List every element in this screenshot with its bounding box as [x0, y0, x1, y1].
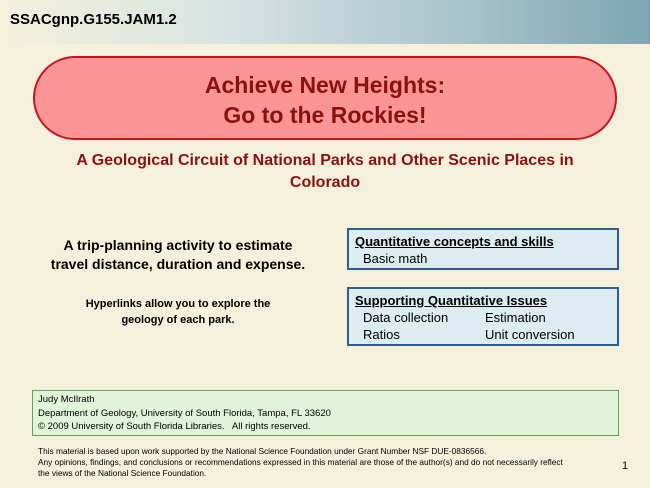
issue-ratios: Ratios	[363, 327, 400, 342]
footnote-line-2: Any opinions, findings, and conclusions or recommendations expressed in this material are those of the author(s) and do not necessarily reflect	[38, 457, 563, 467]
subtitle-line-1: A Geological Circuit of National Parks and Other Scenic Places in	[76, 152, 574, 169]
issue-unit-conversion: Unit conversion	[485, 327, 575, 342]
hyperlinks-line-2: geology of each park.	[121, 314, 235, 326]
title-line-1: Achieve New Heights:	[204, 72, 446, 98]
supporting-issues-row	[355, 309, 611, 326]
author-name: Judy McIlrath	[38, 394, 95, 405]
funding-footnote	[38, 446, 618, 479]
author-box	[32, 390, 619, 436]
supporting-issues-box	[347, 287, 619, 346]
title-banner	[33, 56, 617, 140]
footnote-line-3: the views of the National Science Foundation.	[38, 468, 207, 478]
issue-data-collection: Data collection	[363, 310, 449, 325]
header-bar	[0, 0, 650, 44]
author-copyright: © 2009 University of South Florida Libraries. All rights reserved.	[38, 421, 311, 432]
supporting-issues-row	[355, 326, 611, 343]
quantitative-concepts-box	[347, 228, 619, 270]
author-department: Department of Geology, University of South Florida, Tampa, FL 33620	[38, 407, 331, 419]
intro-line-2: travel distance, duration and expense.	[50, 256, 306, 272]
supporting-issues-heading: Supporting Quantitative Issues	[355, 293, 548, 308]
footnote-line-1: This material is based upon work supported by the National Science Foundation under Grant Number NSF DUE-0836566.	[38, 446, 487, 456]
intro-text	[28, 236, 328, 274]
hyperlinks-note	[58, 296, 298, 328]
page-number: 1	[622, 460, 629, 472]
subtitle	[20, 150, 630, 194]
issue-estimation: Estimation	[485, 310, 546, 325]
skill-basic-math: Basic math	[363, 251, 428, 266]
subtitle-line-2: Colorado	[289, 174, 361, 191]
title-line-2: Go to the Rockies!	[223, 102, 427, 128]
quantitative-concepts-item	[355, 250, 611, 267]
quantitative-concepts-heading: Quantitative concepts and skills	[355, 234, 554, 249]
intro-line-1: A trip-planning activity to estimate	[63, 237, 293, 253]
document-id: SSACgnp.G155.JAM1.2	[10, 11, 177, 28]
hyperlinks-line-1: Hyperlinks allow you to explore the	[85, 298, 271, 310]
